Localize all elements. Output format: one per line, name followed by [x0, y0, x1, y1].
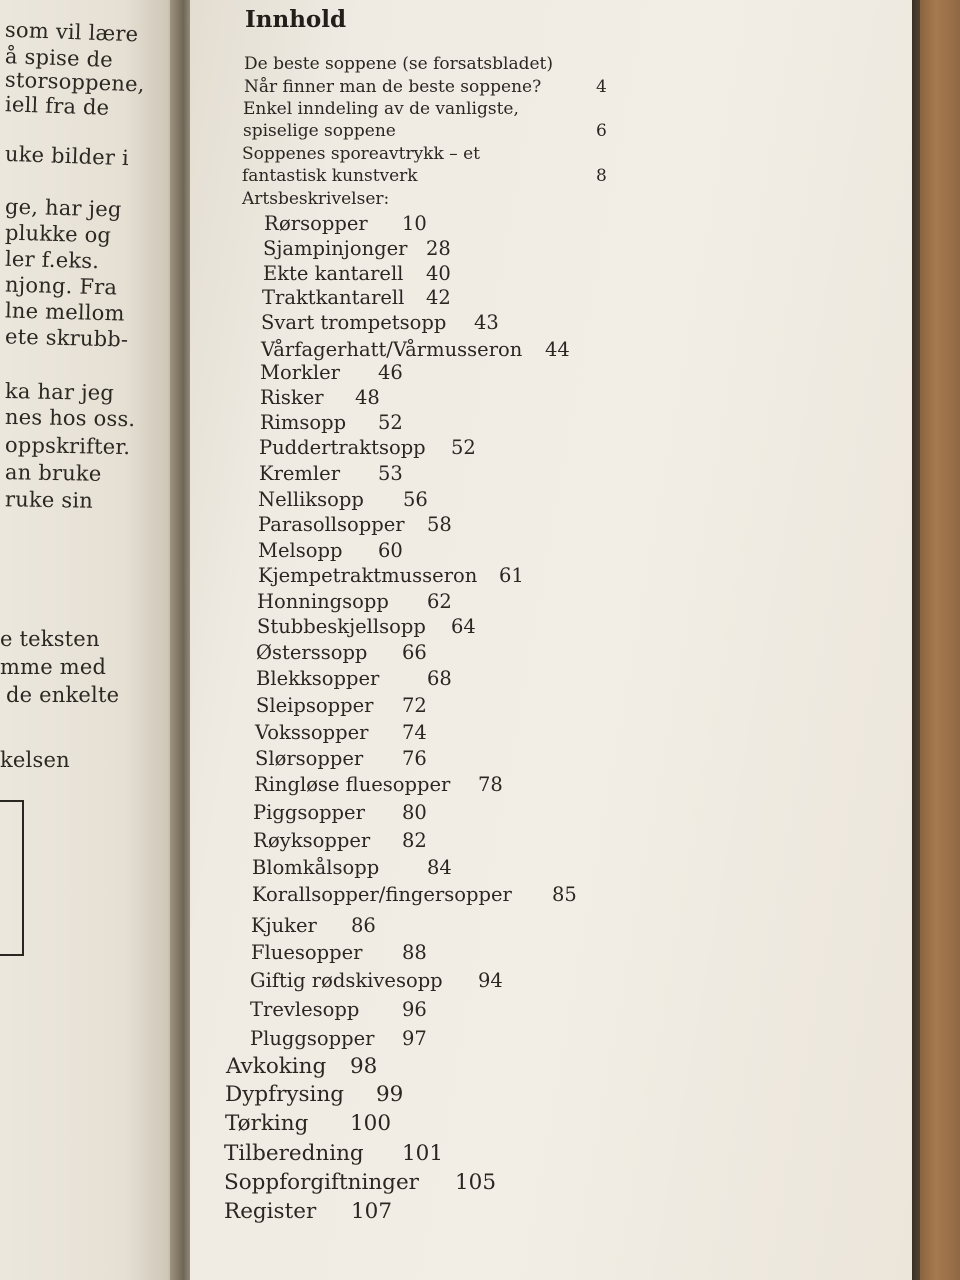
toc-entry-page: 85	[552, 883, 577, 906]
toc-entry	[242, 189, 389, 209]
toc-entry-label: Morkler	[260, 361, 340, 384]
toc-entry-label: Sjampinjonger	[263, 237, 408, 260]
toc-entry-page: 53	[378, 462, 403, 485]
toc-entry-label: Vokssopper	[255, 721, 369, 744]
toc-entry-label: Når finner man de beste soppene?	[244, 77, 542, 97]
left-page-line: e teksten	[0, 627, 100, 651]
toc-entry-page: 4	[596, 77, 607, 97]
toc-entry	[256, 667, 452, 690]
left-page-line: å spise de	[4, 44, 114, 72]
toc-entry	[263, 262, 451, 285]
toc-entry	[251, 941, 427, 964]
left-page-line: lne mellom	[4, 298, 125, 326]
toc-entry-page: 61	[499, 564, 524, 587]
toc-entry	[261, 311, 499, 334]
toc-entry-page: 72	[402, 694, 427, 717]
toc-entry-page: 88	[402, 941, 427, 964]
toc-entry	[258, 488, 428, 511]
toc-entry-label: Kjempetraktmusseron	[258, 564, 478, 587]
toc-entry-page: 99	[376, 1082, 404, 1107]
toc-entry-page: 82	[402, 829, 427, 852]
toc-entry	[244, 54, 553, 74]
toc-entry-label: Kremler	[259, 462, 341, 485]
toc-entry-label: Piggsopper	[253, 801, 365, 824]
toc-entry	[243, 99, 519, 119]
toc-entry-page: 52	[451, 436, 476, 459]
left-page-line: uke bilder i	[4, 141, 130, 171]
toc-entry	[263, 237, 451, 260]
toc-entry	[243, 121, 607, 141]
toc-entry-label: Parasollsopper	[258, 513, 405, 536]
left-page-line: ge, har jeg	[4, 194, 122, 222]
left-page-line: kelsen	[0, 748, 70, 772]
toc-entry-page: 107	[351, 1199, 393, 1224]
left-page-line: som vil lære	[4, 17, 139, 47]
left-page-line: njong. Fra	[4, 272, 118, 300]
toc-entry	[225, 1111, 392, 1136]
left-page-line: iell fra de	[4, 92, 110, 120]
toc-entry-label: Traktkantarell	[262, 286, 405, 309]
toc-entry	[226, 1054, 378, 1079]
left-page-line: storsoppene,	[4, 67, 146, 97]
toc-entry-label: Risker	[260, 386, 324, 409]
toc-entry	[250, 969, 503, 992]
toc-entry	[258, 564, 524, 587]
toc-entry	[259, 462, 403, 485]
toc-entry-label: Rørsopper	[264, 212, 368, 235]
toc-entry	[254, 773, 503, 796]
toc-entry-label: Tørking	[225, 1111, 309, 1136]
toc-entry-label: Korallsopper/fingersopper	[252, 883, 512, 906]
toc-entry-label: Vårfagerhatt/Vårmusseron	[261, 338, 523, 361]
toc-entry-page: 28	[426, 237, 451, 260]
toc-entry-page: 84	[427, 856, 452, 879]
toc-entry	[258, 539, 403, 562]
toc-entry-page: 76	[402, 747, 427, 770]
toc-entry	[257, 590, 452, 613]
toc-entry-page: 97	[402, 1027, 427, 1050]
toc-entry	[250, 998, 427, 1021]
left-page-line: ler f.eks.	[4, 246, 100, 274]
toc-entry	[224, 1199, 393, 1224]
toc-entry-label: Ekte kantarell	[263, 262, 404, 285]
toc-entry-label: Giftig rødskivesopp	[250, 969, 443, 992]
toc-entry	[264, 212, 427, 235]
toc-entry-label: Sleipsopper	[256, 694, 374, 717]
toc-entry	[252, 856, 452, 879]
left-page	[0, 0, 178, 1280]
toc-entry	[244, 77, 607, 97]
left-page-line: ruke sin	[4, 487, 94, 513]
toc-entry-page: 56	[403, 488, 428, 511]
toc-entry-label: Enkel inndeling av de vanligste,	[243, 99, 519, 119]
toc-entry-label: Melsopp	[258, 539, 343, 562]
toc-entry-label: Pluggsopper	[250, 1027, 375, 1050]
toc-entry	[260, 361, 403, 384]
toc-entry-label: Kjuker	[251, 914, 317, 937]
toc-entry-page: 60	[378, 539, 403, 562]
toc-entry-page: 101	[402, 1141, 444, 1166]
left-page-line: an bruke	[4, 460, 102, 486]
left-page-line: ka har jeg	[4, 379, 115, 405]
toc-entry-page: 6	[596, 121, 607, 141]
left-page-line: nes hos oss.	[4, 404, 136, 432]
toc-entry-page: 42	[426, 286, 451, 309]
toc-title: Innhold	[245, 6, 347, 33]
toc-entry	[260, 386, 380, 409]
toc-entry-label: Ringløse fluesopper	[254, 773, 451, 796]
toc-entry-label: Blekksopper	[256, 667, 380, 690]
toc-entry-label: Østerssopp	[256, 641, 368, 664]
toc-entry-page: 10	[402, 212, 427, 235]
toc-entry-label: Blomkålsopp	[252, 856, 380, 879]
toc-entry-page: 100	[350, 1111, 392, 1136]
toc-entry-label: Nelliksopp	[258, 488, 364, 511]
toc-entry-page: 96	[402, 998, 427, 1021]
toc-entry-page: 46	[378, 361, 403, 384]
toc-entry	[224, 1141, 444, 1166]
toc-entry-page: 44	[545, 338, 570, 361]
toc-entry-label: Røyksopper	[253, 829, 371, 852]
toc-entry-page: 40	[426, 262, 451, 285]
toc-entry-label: Tilberedning	[224, 1141, 364, 1166]
toc-entry	[253, 829, 427, 852]
toc-entry	[242, 166, 607, 186]
toc-entry	[262, 286, 451, 309]
toc-entry-label: Honningsopp	[257, 590, 389, 613]
toc-entry-page: 64	[451, 615, 476, 638]
toc-entry-page: 98	[350, 1054, 378, 1079]
left-page-line: mme med	[0, 655, 107, 679]
toc-entry-page: 43	[474, 311, 499, 334]
toc-entry	[253, 801, 427, 824]
table-surface	[920, 0, 960, 1280]
left-page-line: oppskrifter.	[4, 432, 131, 460]
toc-entry	[224, 1170, 497, 1195]
toc-entry	[225, 1082, 404, 1107]
toc-entry-label: Dypfrysing	[225, 1082, 345, 1107]
toc-entry	[257, 615, 476, 638]
toc-entry-label: spiselige soppene	[243, 121, 396, 141]
toc-entry-page: 74	[402, 721, 427, 744]
toc-entry	[259, 436, 476, 459]
toc-entry	[251, 914, 376, 937]
toc-entry-page: 66	[402, 641, 427, 664]
toc-entry	[250, 1027, 427, 1050]
toc-entry	[256, 694, 427, 717]
toc-entry-label: Register	[224, 1199, 317, 1224]
toc-entry-label: Trevlesopp	[250, 998, 360, 1021]
toc-entry-page: 86	[351, 914, 376, 937]
left-page-frame	[0, 800, 24, 956]
left-page-line: plukke og	[4, 220, 112, 248]
toc-entry-label: Soppforgiftninger	[224, 1170, 419, 1195]
toc-entry-page: 58	[427, 513, 452, 536]
toc-entry-label: De beste soppene (se forsatsbladet)	[244, 54, 554, 74]
left-page-line: de enkelte	[6, 683, 120, 707]
toc-entry-page: 48	[355, 386, 380, 409]
toc-entry	[255, 747, 427, 770]
toc-entry-page: 62	[427, 590, 452, 613]
toc-entry-page: 52	[378, 411, 403, 434]
toc-entry-page: 8	[596, 166, 607, 186]
toc-entry-label: Fluesopper	[251, 941, 363, 964]
toc-entry-page: 78	[478, 773, 503, 796]
toc-entry-label: Soppenes sporeavtrykk – et	[242, 144, 480, 164]
toc-entry-page: 80	[402, 801, 427, 824]
toc-entry-label: Svart trompetsopp	[261, 311, 447, 334]
toc-entry	[255, 721, 427, 744]
toc-entry	[256, 641, 427, 664]
toc-entry-label: Slørsopper	[255, 747, 364, 770]
toc-entry	[252, 883, 577, 906]
toc-entry-label: Puddertraktsopp	[259, 436, 426, 459]
toc-entry-label: Rimsopp	[260, 411, 347, 434]
toc-entry-label: fantastisk kunstverk	[242, 166, 418, 186]
toc-entry	[242, 144, 480, 164]
toc-entry	[261, 338, 570, 361]
toc-entry-page: 94	[478, 969, 503, 992]
toc-entry-page: 68	[427, 667, 452, 690]
toc-entry-label: Artsbeskrivelser:	[242, 189, 390, 209]
toc-entry	[258, 513, 452, 536]
toc-entry-page: 105	[455, 1170, 497, 1195]
toc-entry-label: Stubbeskjellsopp	[257, 615, 426, 638]
toc-entry-label: Avkoking	[226, 1054, 327, 1079]
left-page-line: ete skrubb-	[4, 324, 129, 352]
toc-entry	[260, 411, 403, 434]
